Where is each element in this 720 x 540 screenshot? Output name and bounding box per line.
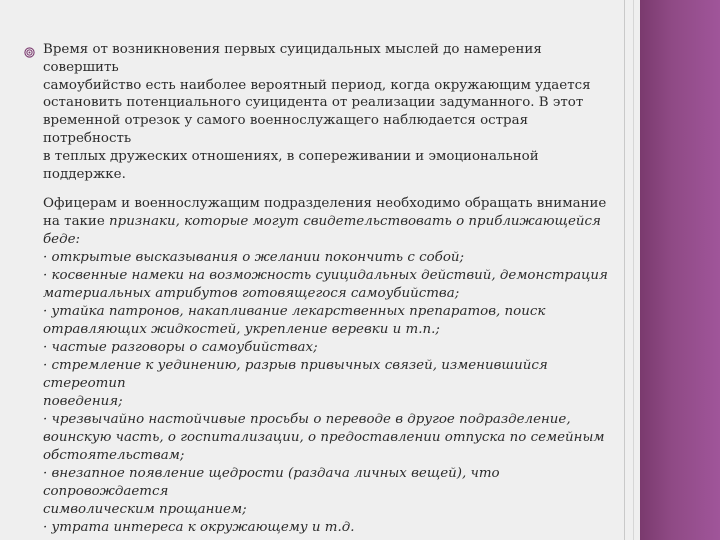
list-item: · открытые высказывания о желании покончить с собой; xyxy=(43,250,465,266)
text-line: самоубийство есть наиболее вероятный период, когда окружающим удается xyxy=(43,77,591,93)
list-item: · косвенные намеки на возможность суицидальных действий, демонстрация xyxy=(43,268,608,284)
list-item: · чрезвычайно настойчивые просьбы о переводе в другое подразделение, xyxy=(43,412,571,428)
list-item: материальных атрибутов готовящегося самоубийства; xyxy=(43,286,460,302)
text-line: Офицерам и военнослужащим подразделения необходимо обращать внимание xyxy=(43,196,607,212)
list-item: · стремление к уединению, разрыв привычных связей, изменившийся стереотип xyxy=(43,358,548,392)
text-line: беде: xyxy=(43,232,81,248)
list-item: обстоятельствам; xyxy=(43,448,185,464)
target-bullet-icon xyxy=(24,47,35,58)
text-line: остановить потенциального суицидента от реализации задуманного. В этот xyxy=(43,95,584,111)
paragraph-1 xyxy=(43,41,618,183)
text-line xyxy=(43,213,618,231)
text-line: Время от возникновения первых суицидальных мыслей до намерения совершить xyxy=(43,42,542,75)
divider-line xyxy=(633,0,634,540)
list-item: поведения; xyxy=(43,394,123,410)
list-item: символическим прощанием; xyxy=(43,502,247,518)
list-item: отравляющих жидкостей, укрепление веревки и т.п.; xyxy=(43,322,440,338)
text-plain: на такие xyxy=(43,214,110,230)
accent-sidebar xyxy=(640,0,720,540)
list-item: · частые разговоры о самоубийствах; xyxy=(43,340,318,356)
list-item: · утайка патронов, накапливание лекарственных препаратов, поиск xyxy=(43,304,546,320)
paragraph-2 xyxy=(43,195,618,537)
list-item: · внезапное появление щедрости (раздача личных вещей), что сопровождается xyxy=(43,466,500,500)
text-line: временной отрезок у самого военнослужащего наблюдается острая потребность xyxy=(43,113,529,146)
divider-line xyxy=(624,0,625,540)
list-item: воинскую часть, о госпитализации, о предоставлении отпуска по семейным xyxy=(43,430,605,446)
text-line: в теплых дружеских отношениях, в сопереживании и эмоциональной поддержке. xyxy=(43,148,539,182)
text-italic: признаки, которые могут свидетельствовать о приближающейся xyxy=(109,214,601,230)
slide-content xyxy=(43,41,618,537)
list-item: · утрата интереса к окружающему и т.д. xyxy=(43,520,355,536)
